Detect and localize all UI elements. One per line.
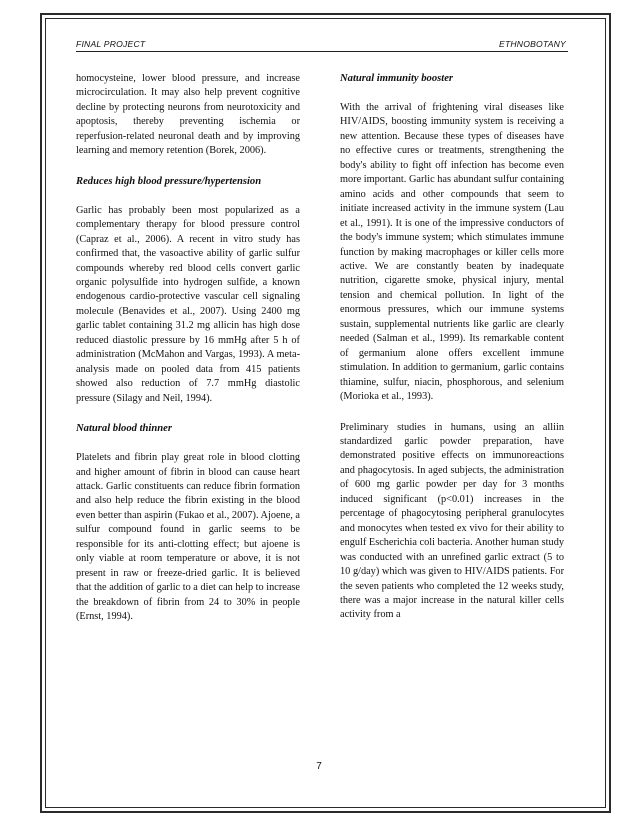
header-rule (76, 51, 568, 52)
page-number: 7 (316, 761, 322, 772)
intro-paragraph: homocysteine, lower blood pressure, and increase microcirculation. It may also help prevent cognitive decline by protecting neurons from neurotoxicity and apoptosis, thereby preventing ischemia or reperfusion-related neuronal death and by improving learning and memory retention (Borek, 2006). (76, 73, 300, 157)
heading-blood-pressure: Reduces high blood pressure/hypertension (76, 175, 262, 187)
header-left-title: FINAL PROJECT (76, 39, 146, 49)
immunity-paragraph-2: Preliminary studies in humans, using an alliin standardized garlic powder preparation, have demonstrated positive effects on immunoreactions and phagocytosis. In aged subjects, the administration of 600 mg garlic powder per day for 3 months induced significant (p<0.01) increases in the percentage of phagocytosing peripheral granulocytes and monocytes when tested ex vivo for their ability to engulf Escherichia coli bacteria. Another human study was conducted with an unrefined garlic extract (5 to 10 g/day) which was given to HIV/AIDS patients. For the seven patients who completed the 12 weeks study, there was a major increase in the natural killer cells activity from a (340, 421, 564, 621)
header-right-title: ETHNOBOTANY (499, 39, 566, 49)
left-column (76, 72, 300, 641)
heading-immunity-booster: Natural immunity booster (340, 73, 454, 84)
heading-blood-thinner: Natural blood thinner (76, 423, 172, 435)
right-column (340, 72, 564, 639)
blood-pressure-paragraph: Garlic has probably been most popularized as a complementary therapy for blood pressure control (Capraz et al., 2006). A recent in vitro study has confirmed that, the vasoactive ability of garlic sulfur compounds whereby red blood cells convert garlic organic polysulfide into hydrogen sulfide, a known endogenous cardio-protective vascular cell signaling molecule (Benavides et al., 2007). Using 2400 mg garlic tablet containing 31.2 mg allicin has high dose reduced diastolic pressure by 16 mmHg after 5 h of administration (McMahon and Vargas, 1993). A meta-analysis made on pooled data from 415 patients showed also reduction of 7.7 mmHg diastolic pressure (Silagy and Neil, 1994). (76, 204, 300, 404)
blood-thinner-paragraph: Platelets and fibrin play great role in blood clotting and higher amount of fibrin in blood can cause heart attack. Garlic constituents can reduce fibrin formation and also help reduce the fibrin existing in the blood even better than aspirin (Fukao et al., 2007). Ajoene, a sulfur compound found in garlic seems to be responsible for its anti-clotting effect; but ajoene is only viable at room temperature or above, it is not present in raw or freeze-dried garlic. It is believed that the addition of garlic to a diet can help to increase the breakdown of fibrin from 24 to 30% in people (Ernst, 1994). (76, 452, 300, 623)
immunity-paragraph-1: With the arrival of frightening viral diseases like HIV/AIDS, boosting immunity system is receiving a new attention. Because these types of diseases have no effective cures or treatments, strengthening the body's ability to fight off infection has become even more important. Garlic has abundant sulfur containing amino acids and other compounds that seem to initiate increased activity in the immune system (Lau et al., 1991). It is one of the impressive conductors of the body's immune system; which stimulates immune function by making macrophages or killer cells more active. We are constantly beaten by inadequate nutrition, cigarette smoke, physical injury, mental tension and chemical pollution. In light of the enormous pressures, which our immune systems sustain, supplemental nutrients like garlic are clearly needed (Salman et al., 1999). Its remarkable content of germanium alone offers excellent immune stimulation. In addition to germanium, garlic contains thiamine, sulfur, niacin, phosphorous, and selenium (Morioka et al., 1993). (340, 102, 564, 403)
